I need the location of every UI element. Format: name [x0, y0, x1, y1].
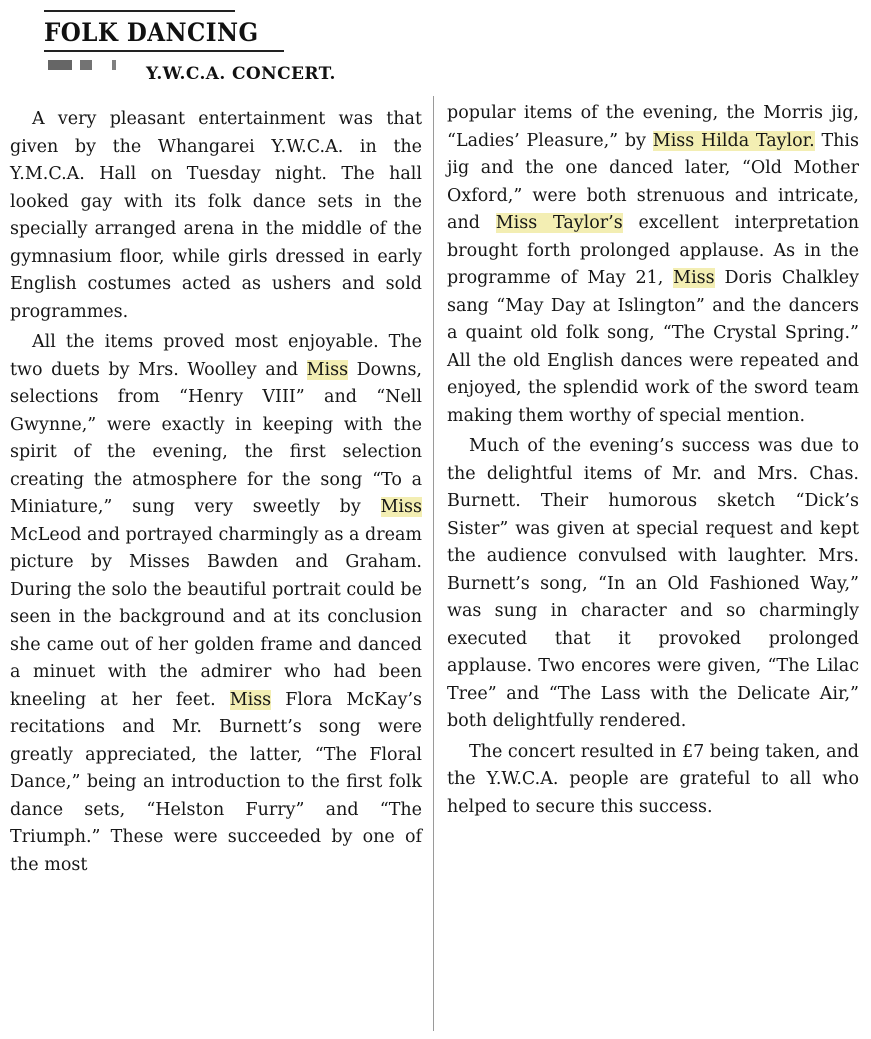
text-run: This jig and the one danced later, “Old Mother Oxford,” were both strenuous and intricate, and	[447, 130, 859, 233]
print-smudge	[48, 60, 128, 70]
left-column	[10, 100, 422, 879]
text-run: McLeod and portrayed charmingly as a dream picture by Misses Bawden and Graham. During the solo the beautiful portrait could be seen in the background and at its conclusion she came out of her golden frame and danced a minuet with the admirer who had been kneeling at her feet.	[10, 524, 422, 710]
text-run: Flora McKay’s recitations and Mr. Burnett’s song were greatly appreciated, the latter, “The Floral Dance,” being an introduction to the first folk dance sets, “Helston Furry” and “The Triumph.” These were succeeded by one of the most	[10, 689, 422, 875]
article-paragraph-1: A very pleasant entertainment was that given by the Whangarei Y.W.C.A. in the Y.M.C.A. Hall on Tuesday night. The hall looked gay with its folk dance sets in the specially arranged arena in the middle of the gymnasium floor, while girls dressed in early English costumes acted as ushers and sold programmes.	[10, 109, 422, 322]
headline-top-rule	[44, 10, 235, 12]
subheadline: Y.W.C.A. CONCERT.	[146, 64, 336, 84]
headline-underline	[44, 50, 284, 52]
search-highlight: Miss	[229, 689, 272, 710]
article-paragraph-5: The concert resulted in £7 being taken, and the Y.W.C.A. people are grateful to all who helped to secure this success.	[447, 741, 859, 817]
column-divider	[433, 96, 434, 1031]
search-highlight: Miss	[306, 359, 349, 380]
article-paragraph-2	[10, 329, 422, 879]
search-highlight: Miss	[673, 268, 715, 288]
article-paragraph-3	[447, 100, 859, 430]
search-highlight: Miss Hilda Taylor.	[652, 130, 815, 151]
search-highlight: Miss	[380, 497, 422, 517]
text-run: All the items proved most enjoyable. The two duets by Mrs. Woolley and	[10, 332, 422, 380]
text-run: excellent interpretation brought forth prolonged applause. As in the programme of May 21,	[447, 213, 859, 288]
headline: FOLK DANCING	[44, 18, 259, 47]
text-run: Downs, selections from “Henry VIII” and “Nell Gwynne,” were exactly in keeping with the spirit of the evening, the first selection creating the atmosphere for the song “To a Miniature,” sung very sweetly by	[10, 359, 422, 517]
right-column	[447, 100, 859, 821]
text-run: Doris Chalkley sang “May Day at Islington” and the dancers a quaint old folk song, “The Crystal Spring.” All the old English dances were repeated and enjoyed, the splendid work of the sword team making them worthy of special mention.	[447, 268, 859, 426]
text-run: popular items of the evening, the Morris jig, “Ladies’ Pleasure,” by	[447, 103, 859, 151]
search-highlight: Miss Taylor’s	[495, 213, 623, 233]
article-paragraph-4: Much of the evening’s success was due to the delightful items of Mr. and Mrs. Chas. Burnett. Their humorous sketch “Dick’s Sister” was given at special request and kept the audience convulsed with laughter. Mrs. Burnett’s song, “In an Old Fashioned Way,” was sung in character and so charmingly executed that it provoked prolonged applause. Two encores were given, “The Lilac Tree” and “The Lass with the Delicate Air,” both delightfully rendered.	[447, 436, 859, 731]
